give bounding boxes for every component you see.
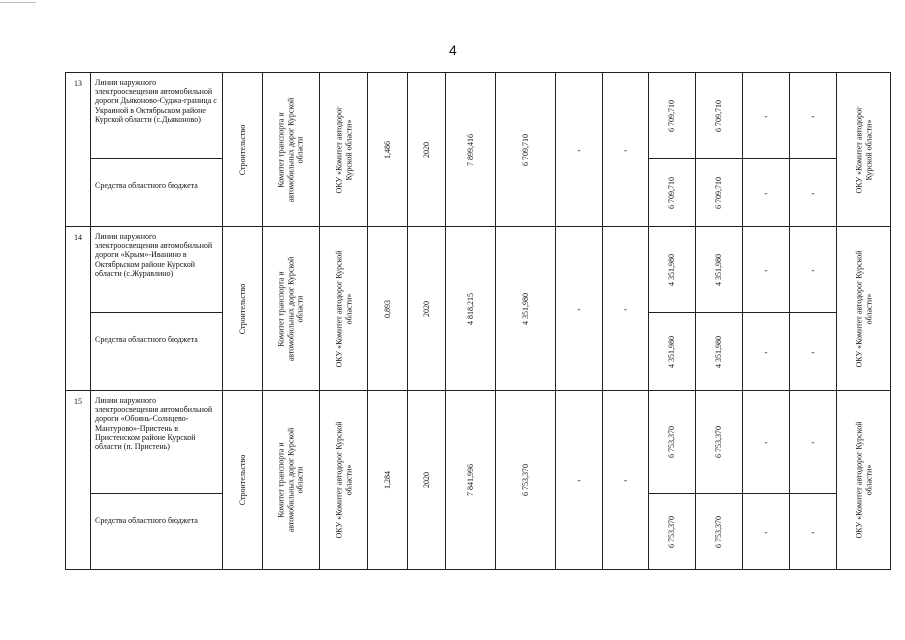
- developer-line: области»: [343, 293, 353, 324]
- developer: [320, 227, 368, 391]
- source-2020: [696, 494, 743, 570]
- amount-2022-text: -: [811, 264, 815, 275]
- customer-line: области: [295, 136, 305, 163]
- estimated-cost: [446, 73, 496, 227]
- total-amount: [649, 227, 696, 313]
- length-text: 1,486: [382, 140, 392, 159]
- customer-line: Комитет транспорта и: [276, 111, 286, 188]
- amount-2020-text: 6 753,370: [714, 426, 724, 458]
- investment-table: [65, 72, 891, 570]
- col-a-text: -: [577, 303, 581, 314]
- estimated-cost: [446, 391, 496, 570]
- source-amount-text: 6 709,710: [667, 176, 677, 209]
- source-2021: [743, 159, 790, 227]
- developer-line: области»: [343, 464, 353, 496]
- recipient: [837, 391, 891, 570]
- developer-line: ОКУ «Комитет автодорог Курской: [333, 421, 343, 539]
- year: [408, 227, 446, 391]
- length: [368, 227, 408, 391]
- col-a: [556, 73, 603, 227]
- col-a: [556, 227, 603, 391]
- source-2020-text: 6 753,370: [714, 515, 724, 548]
- source-amount-text: 4 351,980: [667, 335, 677, 368]
- row-number: 15: [66, 391, 91, 570]
- estimated-cost-text: 4 818,215: [465, 292, 475, 325]
- customer-line: автомобильных дорог Курской: [286, 256, 296, 361]
- funding-source: Средства областного бюджета: [91, 494, 223, 570]
- developer: [320, 391, 368, 570]
- recipient-line: ОКУ «Комитет автодорог: [853, 106, 863, 193]
- amount-2021-text: -: [764, 436, 768, 447]
- col-b-text: -: [624, 144, 627, 155]
- object-name: Линии наружного электроосвещения автомобильной дороги Дьяконово-Суджа-граница с Украиной в Октябрьском районе Курской области (с.Дьяконово): [91, 73, 223, 159]
- source-amount-text: 6 753,370: [667, 515, 677, 548]
- customer-line: Комитет транспорта и: [276, 270, 286, 347]
- customer-text: [277, 428, 306, 532]
- length: [368, 73, 408, 227]
- table-body: [66, 73, 891, 570]
- work-type-text: Строительство: [237, 124, 247, 175]
- total-amount-text: 4 351,980: [667, 253, 677, 286]
- remaining-cost: [496, 73, 556, 227]
- developer-text: [334, 422, 353, 539]
- work-type-text: Строительство: [237, 454, 247, 506]
- amount-2022: [790, 227, 837, 313]
- customer-line: области: [295, 466, 305, 494]
- row-number: 14: [66, 227, 91, 391]
- year-text: 2020: [421, 472, 431, 488]
- year-text: 2020: [421, 141, 431, 158]
- table-row: [66, 391, 891, 494]
- col-b-text: -: [624, 303, 627, 314]
- work-type: [223, 227, 263, 391]
- col-a-text: -: [577, 144, 581, 155]
- amount-2021: [743, 391, 790, 494]
- source-2021-text: -: [764, 346, 768, 357]
- developer: [320, 73, 368, 227]
- customer: [263, 73, 320, 227]
- col-b-text: -: [624, 474, 627, 485]
- source-2020-text: 6 709,710: [714, 176, 724, 209]
- source-2021: [743, 494, 790, 570]
- length-text: 0,893: [382, 299, 392, 318]
- table-row: [66, 227, 891, 313]
- customer-text: [277, 97, 306, 201]
- remaining-cost-text: 4 351,980: [520, 292, 530, 325]
- col-a: [556, 391, 603, 570]
- recipient-line: ОКУ «Комитет автодорог Курской: [853, 421, 863, 539]
- remaining-cost: [496, 227, 556, 391]
- amount-2020-text: 6 709,710: [714, 99, 724, 132]
- amount-2021-text: -: [764, 264, 768, 275]
- row-number: 13: [66, 73, 91, 227]
- source-2020: [696, 159, 743, 227]
- estimated-cost: [446, 227, 496, 391]
- total-amount-text: 6 753,370: [667, 426, 677, 458]
- work-type-text: Строительство: [237, 283, 247, 334]
- year: [408, 73, 446, 227]
- work-type: [223, 391, 263, 570]
- total-amount-text: 6 709,710: [667, 99, 677, 132]
- length-text: 1,284: [382, 471, 392, 489]
- source-2021: [743, 313, 790, 391]
- top-rule: [0, 2, 36, 3]
- source-2022: [790, 494, 837, 570]
- source-2021-text: -: [764, 187, 768, 198]
- amount-2020-text: 4 351,980: [714, 253, 724, 286]
- source-amount: [649, 313, 696, 391]
- developer-line: ОКУ «Комитет автодорог: [333, 106, 343, 193]
- funding-source: Средства областного бюджета: [91, 159, 223, 227]
- customer: [263, 391, 320, 570]
- col-b: [603, 227, 649, 391]
- recipient-line: Курской области»: [863, 119, 873, 180]
- object-name: Линии наружного электроосвещения автомобильной дороги «Крым»-Иванино в Октябрьском районе Курской области (с.Журавлино): [91, 227, 223, 313]
- col-b: [603, 73, 649, 227]
- source-2021-text: -: [764, 526, 768, 537]
- amount-2022-text: -: [811, 110, 815, 121]
- customer-text: [277, 256, 306, 360]
- estimated-cost-text: 7 841,996: [465, 464, 475, 496]
- developer-line: ОКУ «Комитет автодорог Курской: [333, 250, 343, 367]
- developer-text: [334, 250, 353, 367]
- amount-2021: [743, 227, 790, 313]
- recipient-text: [854, 422, 873, 539]
- customer-line: автомобильных дорог Курской: [286, 427, 296, 533]
- recipient-line: ОКУ «Комитет автодорог Курской: [853, 250, 863, 367]
- recipient-text: [854, 106, 873, 193]
- amount-2020: [696, 391, 743, 494]
- amount-2021-text: -: [764, 110, 768, 121]
- source-2020: [696, 313, 743, 391]
- developer-text: [334, 106, 353, 193]
- customer-line: автомобильных дорог Курской: [286, 97, 296, 202]
- total-amount: [649, 391, 696, 494]
- amount-2021: [743, 73, 790, 159]
- amount-2022: [790, 391, 837, 494]
- funding-source: Средства областного бюджета: [91, 313, 223, 391]
- recipient-line: области»: [863, 464, 873, 496]
- developer-line: Курской области»: [343, 119, 353, 180]
- remaining-cost-text: 6 709,710: [520, 133, 530, 166]
- table-row: [66, 73, 891, 159]
- source-amount: [649, 159, 696, 227]
- estimated-cost-text: 7 899,416: [465, 133, 475, 166]
- year-text: 2020: [421, 300, 431, 317]
- page-number: 4: [449, 42, 457, 58]
- recipient-text: [854, 250, 873, 367]
- customer: [263, 227, 320, 391]
- col-a-text: -: [577, 474, 581, 485]
- amount-2022-text: -: [811, 436, 815, 447]
- amount-2022: [790, 73, 837, 159]
- object-name: Линии наружного электроосвещения автомобильной дороги «Обоянь-Солнцево-Мантурово»-Пристень в Пристенском районе Курской области (п. Пристень): [91, 391, 223, 494]
- customer-line: области: [295, 295, 305, 322]
- source-2020-text: 4 351,980: [714, 335, 724, 368]
- source-2022-text: -: [811, 526, 815, 537]
- customer-line: Комитет транспорта и: [276, 442, 286, 518]
- amount-2020: [696, 73, 743, 159]
- length: [368, 391, 408, 570]
- remaining-cost-text: 6 753,370: [520, 464, 530, 496]
- recipient: [837, 227, 891, 391]
- source-amount: [649, 494, 696, 570]
- remaining-cost: [496, 391, 556, 570]
- amount-2020: [696, 227, 743, 313]
- total-amount: [649, 73, 696, 159]
- source-2022-text: -: [811, 187, 815, 198]
- recipient: [837, 73, 891, 227]
- source-2022: [790, 313, 837, 391]
- source-2022: [790, 159, 837, 227]
- source-2022-text: -: [811, 346, 815, 357]
- col-b: [603, 391, 649, 570]
- year: [408, 391, 446, 570]
- work-type: [223, 73, 263, 227]
- recipient-line: области»: [863, 293, 873, 324]
